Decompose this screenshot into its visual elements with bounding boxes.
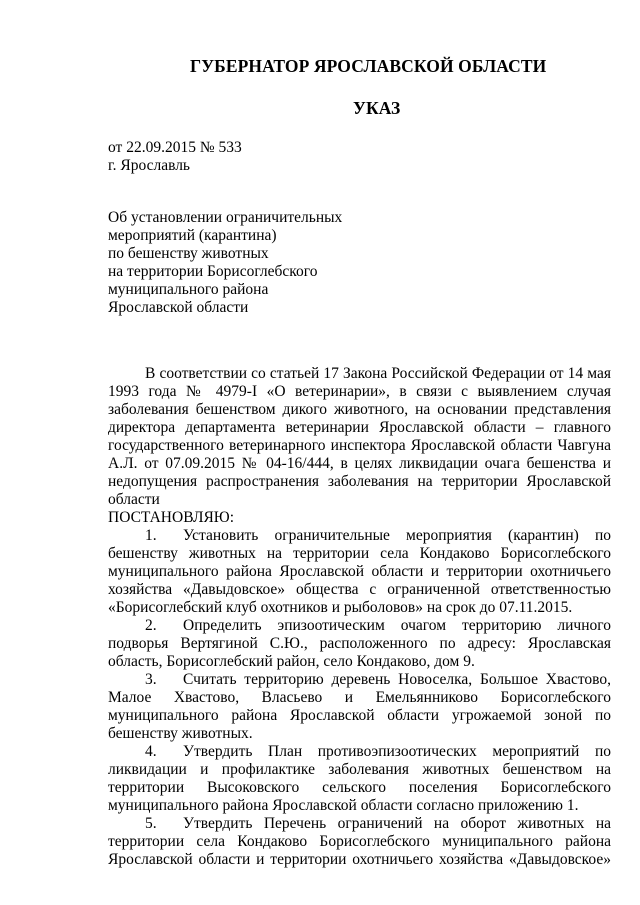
item-number: 4. [145, 743, 157, 760]
document-body [108, 365, 611, 869]
decree-item [108, 671, 611, 743]
document-type: УКАЗ [353, 98, 401, 118]
document-meta [108, 139, 611, 175]
subject-line: Ярославской области [108, 299, 249, 316]
subject-line: на территории Борисоглебского [108, 263, 318, 280]
document-date-number: от 22.09.2015 № 533 [108, 139, 242, 156]
item-text: Установить ограничительные мероприятия (карантин) по бешенству животных на территории села Кондаково Борисоглебского муниципального района Ярославской области и территории охотничьего хозяйства «Давыдовское» общества с ограниченной ответственностью «Борисоглебский клуб охотников и рыболовов» на срок до 07.11.2015. [108, 527, 611, 616]
document-page [108, 57, 611, 869]
document-city: г. Ярославль [108, 157, 190, 174]
decree-item [108, 617, 611, 671]
subject-line: мероприятий (карантина) [108, 227, 277, 244]
document-authority: ГУБЕРНАТОР ЯРОСЛАВСКОЙ ОБЛАСТИ [190, 56, 547, 76]
item-text: Утвердить План противоэпизоотических мероприятий по ликвидации и профилактике заболевания животных бешенством на территории Высоковского сельского поселения Борисоглебского муниципального района Ярославской области согласно приложению 1. [108, 743, 611, 814]
decree-word: ПОСТАНОВЛЯЮ: [108, 509, 235, 526]
item-text: Считать территорию деревень Новоселка, Большое Хвастово, Малое Хвастово, Власьево и Емельянниково Борисоглебского муниципального района Ярославской области угрожаемой зоной по бешенству животных. [108, 671, 611, 742]
item-number: 1. [145, 527, 157, 544]
item-text: Определить эпизоотическим очагом территорию личного подворья Вертягиной С.Ю., расположенного по адресу: Ярославская область, Борисоглебский район, село Кондаково, дом 9. [108, 617, 611, 670]
item-number: 3. [145, 671, 157, 688]
subject-line: по бешенству животных [108, 245, 269, 262]
document-subject [108, 209, 611, 317]
item-number: 5. [145, 815, 157, 832]
decree-item [108, 527, 611, 617]
item-text: Утвердить Перечень ограничений на оборот животных на территории села Кондаково Борисоглебского муниципального района Ярославской области и территории охотничьего хозяйства «Давыдовское» [108, 815, 611, 868]
subject-line: муниципального района [108, 281, 269, 298]
decree-item [108, 815, 611, 869]
subject-line: Об установлении ограничительных [108, 209, 343, 226]
item-number: 2. [145, 617, 157, 634]
decree-item [108, 743, 611, 815]
preamble-paragraph: В соответствии со статьей 17 Закона Российской Федерации от 14 мая 1993 года № 4979-I «О ветеринарии», в связи с выявлением случая заболевания бешенством дикого животного, на основании представления директора департамента ветеринарии Ярославской области – главного государственного ветеринарного инспектора Ярославской области Чавгуна А.Л. от 07.09.2015 № 04-16/444, в целях ликвидации очага бешенства и недопущения распространения заболевания на территории Ярославской области [108, 365, 611, 508]
